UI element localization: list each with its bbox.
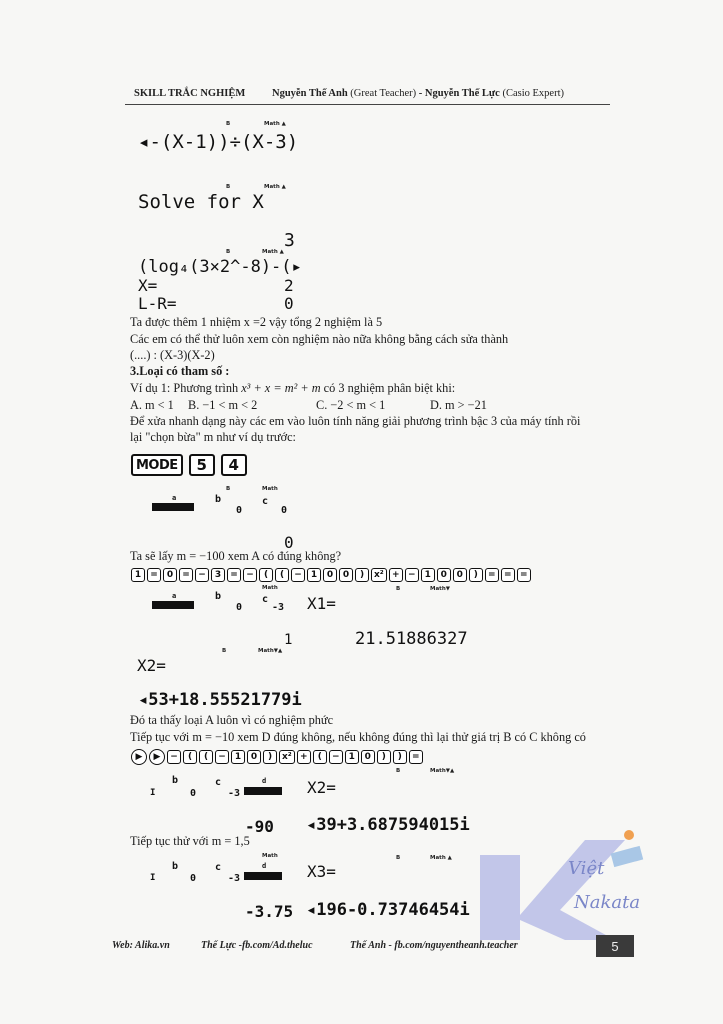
key-button: =: [517, 568, 531, 582]
key-button: 3: [211, 568, 225, 582]
key-button: ): [469, 568, 483, 582]
coef-b-label: b: [215, 591, 222, 602]
key-button: ): [377, 750, 391, 764]
watermark-letter-shape: [480, 840, 625, 940]
key-button: 0: [361, 750, 375, 764]
key-button: =: [147, 568, 161, 582]
indicator-math: Math: [262, 585, 278, 591]
key-button: =: [501, 568, 515, 582]
mode-key: MODE: [131, 454, 183, 476]
coef-b-label: b: [215, 494, 222, 505]
footer-web: Web: Alika.vn: [112, 940, 170, 951]
key-button: 0: [247, 750, 261, 764]
x2-label: X2=: [307, 778, 336, 797]
indicator-math: Math▼▲: [430, 768, 455, 774]
watermark-text-nakata: Nakata: [574, 892, 641, 913]
coef-b-value: 0: [236, 505, 243, 516]
paragraph: Đó ta thấy loại A luôn vì có nghiệm phức: [130, 713, 334, 727]
option-b: B. −1 < m < 2: [188, 398, 258, 412]
footer-anh: Thế Anh - fb.com/nguyentheanh.teacher: [350, 940, 518, 951]
option-d: D. m > −21: [430, 398, 487, 412]
section-heading: 3.Loại có tham số :: [130, 364, 230, 378]
key-button: −: [195, 568, 209, 582]
x1-value: 21.51886327: [355, 629, 468, 649]
indicator-math: Math: [262, 486, 278, 492]
indicator-math: Math▼▲: [258, 648, 283, 654]
calc-screen-solve: Solve for X: [138, 191, 264, 213]
key-sequence-mode: [131, 454, 247, 476]
key-button: (: [259, 568, 273, 582]
key-button: −: [215, 750, 229, 764]
key-button: ): [263, 750, 277, 764]
key-button: −: [291, 568, 305, 582]
key-button: =: [179, 568, 193, 582]
coef-c-value: -3: [272, 602, 285, 613]
flame-icon: [624, 830, 634, 840]
option-a: A. m < 1: [130, 398, 174, 412]
coef-c-value: -3: [228, 788, 241, 799]
header-left: SKILL TRẮC NGHIỆM: [134, 88, 246, 99]
key-4: 4: [221, 454, 247, 476]
x3-left-value: -3.75: [245, 902, 294, 921]
paragraph: Tiếp tục thử với m = 1,5: [130, 834, 250, 848]
header-separator: -: [418, 88, 423, 99]
footer-luc: Thế Lực -fb.com/Ad.theluc: [201, 940, 313, 951]
coef-b-value: 0: [190, 873, 197, 884]
x2-label: X2=: [137, 656, 166, 675]
calc-lr-label: L-R=: [138, 294, 177, 313]
coef-d-label: d: [262, 862, 267, 870]
x1-label: X1=: [307, 594, 336, 613]
coef-cursor-block: [152, 601, 194, 609]
indicator-b: B: [226, 486, 231, 492]
paragraph: lại "chọn bừa" m như ví dụ trước:: [130, 430, 296, 444]
x1-sup: 1: [284, 632, 293, 648]
indicator-math: Math ▲: [264, 121, 286, 127]
x2-value: ◂53+18.55521779i: [138, 690, 302, 710]
key-sequence-1: [131, 568, 531, 582]
key-button: ): [393, 750, 407, 764]
calc-screen-expression: ◂-(X-1))÷(X-3): [138, 131, 299, 153]
indicator-math: Math ▲: [262, 249, 284, 255]
key-button: 0: [453, 568, 467, 582]
paragraph: Các em có thể thử luôn xem còn nghiệm nào nữa không bằng cách sửa thành: [130, 332, 509, 346]
key-button: −: [329, 750, 343, 764]
coef-c-label: c: [215, 862, 222, 873]
calc-lr-value: 0: [284, 294, 294, 313]
key-button: +: [297, 750, 311, 764]
indicator-math: Math ▲: [430, 855, 452, 861]
key-button: (: [275, 568, 289, 582]
key-button: 1: [307, 568, 321, 582]
coef-a-mark: I: [150, 873, 156, 883]
x3-value: ◂196-0.73746454i: [306, 900, 470, 920]
indicator-b: B: [226, 184, 231, 190]
indicator-b: B: [226, 249, 231, 255]
key-button: 0: [437, 568, 451, 582]
key-button: 1: [231, 750, 245, 764]
author2-name: Nguyễn Thế Lực: [424, 88, 500, 99]
x3-label: X3=: [307, 862, 336, 881]
coef-c-value: -3: [228, 873, 241, 884]
calc-x-value: 2: [284, 276, 294, 295]
key-button: ▶: [149, 749, 165, 765]
key-button: =: [409, 750, 423, 764]
indicator-math: Math ▲: [264, 184, 286, 190]
key-button: 0: [339, 568, 353, 582]
key-button: x²: [279, 750, 295, 764]
watermark-text-viet: Việt: [568, 858, 605, 879]
coef-b-label: b: [172, 775, 179, 786]
example-statement: [130, 381, 455, 396]
calc-screen-log-expression: (log₄(3×2^-8)-(▸: [138, 257, 302, 277]
x2-value: ◂39+3.687594015i: [306, 815, 470, 835]
key-button: =: [485, 568, 499, 582]
key-button: (: [183, 750, 197, 764]
key-button: 0: [323, 568, 337, 582]
watermark-logo: [465, 815, 665, 955]
key-button: −: [167, 750, 181, 764]
key-button: (: [313, 750, 327, 764]
key-button: x²: [371, 568, 387, 582]
key-button: =: [227, 568, 241, 582]
coef-cursor-block: [152, 503, 194, 511]
key-button: (: [199, 750, 213, 764]
coef-b-label: b: [172, 861, 179, 872]
paragraph: Để xửa nhanh dạng này các em vào luôn tính năng giải phương trình bậc 3 của máy tính rồi: [130, 414, 581, 428]
coef-c-label: c: [262, 594, 269, 605]
indicator-math: Math: [262, 853, 278, 859]
key-sequence-2: [131, 749, 423, 765]
coef-b-value: 0: [190, 788, 197, 799]
indicator-b: B: [396, 768, 401, 774]
header-authors: [272, 88, 564, 99]
paragraph: Ta sẽ lấy m = −100 xem A có đúng không?: [130, 549, 342, 563]
indicator-math: Math▼: [430, 586, 450, 592]
paragraph: (....) : (X-3)(X-2): [130, 348, 215, 362]
coef-b-value: 0: [236, 602, 243, 613]
option-c: C. −2 < m < 1: [316, 398, 386, 412]
coef-c-label: c: [262, 496, 269, 507]
paragraph: Tiếp tục với m = −10 xem D đúng không, nếu không đúng thì lại thử giá trị B có C không có: [130, 730, 586, 744]
calc-screen-top-value: 3: [284, 230, 295, 251]
key-button: 0: [163, 568, 177, 582]
coef-cursor-block: [244, 787, 282, 795]
coef-a-mark: I: [150, 788, 156, 798]
key-button: ): [355, 568, 369, 582]
key-button: ▶: [131, 749, 147, 765]
indicator-b: B: [396, 586, 401, 592]
example-equation: x³ + x = m² + m: [241, 381, 321, 395]
example-label: Ví dụ 1: Phương trình: [130, 381, 242, 395]
coef-d-label: d: [262, 777, 267, 785]
coef-a-label: a: [172, 494, 177, 502]
author1-role: (Great Teacher): [350, 88, 417, 99]
indicator-b: B: [396, 855, 401, 861]
paragraph: Ta được thêm 1 nhiệm x =2 vậy tổng 2 nghiệm là 5: [130, 315, 383, 329]
coef-c-value: 0: [281, 505, 288, 516]
page-number: 5: [596, 935, 634, 957]
key-button: −: [405, 568, 419, 582]
coef-cursor-block: [244, 872, 282, 880]
author2-role: (Casio Expert): [502, 88, 564, 99]
coef-a-label: a: [172, 592, 177, 600]
calc-x-label: X=: [138, 276, 158, 295]
indicator-b: B: [222, 648, 227, 654]
x2-left-value: -90: [245, 817, 274, 836]
key-button: 1: [421, 568, 435, 582]
key-button: 1: [345, 750, 359, 764]
author1-name: Nguyễn Thế Anh: [272, 88, 348, 99]
header-rule: [125, 104, 610, 105]
key-5: 5: [189, 454, 215, 476]
key-button: −: [243, 568, 257, 582]
calc-screen-value: 0: [284, 533, 294, 552]
key-button: +: [389, 568, 403, 582]
indicator-b: B: [226, 121, 231, 127]
example-condition: có 3 nghiệm phân biệt khi:: [320, 381, 456, 395]
key-button: 1: [131, 568, 145, 582]
coef-c-label: c: [215, 777, 222, 788]
